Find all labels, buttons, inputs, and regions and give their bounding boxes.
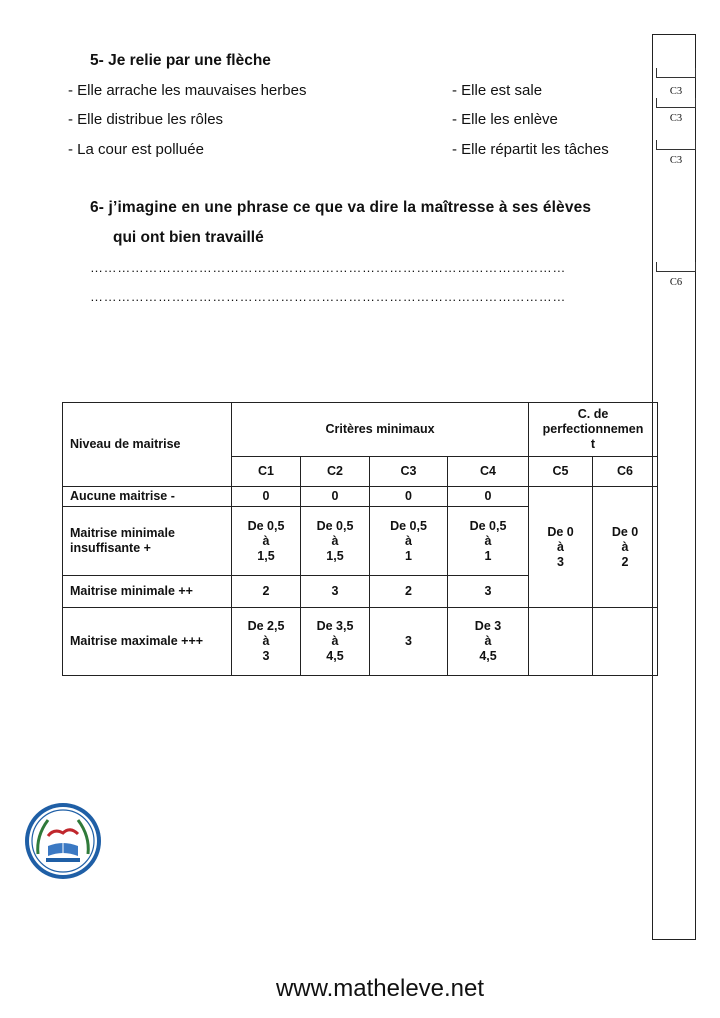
margin-box-1	[656, 68, 696, 78]
table-cell: De 0,5 à 1	[448, 507, 529, 576]
answer-line-2[interactable]: ……………………………………………………………………………………………	[90, 289, 566, 304]
col-header-c3: C3	[370, 457, 448, 487]
right-item-1: - Elle est sale	[452, 82, 543, 99]
col-header-c5: C5	[529, 457, 593, 487]
question-6-title-cont: qui ont bien travaillé	[113, 229, 264, 246]
row-label: Aucune maitrise -	[63, 487, 232, 507]
col-header-c4: C4	[448, 457, 529, 487]
table-cell: De 0,5 à 1,5	[232, 507, 301, 576]
table-cell: 3	[370, 608, 448, 676]
c5-range-cell: De 0 à 3	[529, 487, 593, 608]
margin-box-3	[656, 140, 696, 150]
grading-table	[62, 402, 658, 676]
question-6-title: 6- j’imagine en une phrase ce que va dire la maîtresse à ses élèves	[90, 199, 592, 216]
logo-seal-icon	[24, 800, 102, 882]
table-row	[63, 608, 658, 676]
margin-label-3: C3	[669, 155, 683, 166]
question-5-title: 5- Je relie par une flèche	[90, 52, 271, 69]
margin-box-4	[656, 262, 696, 272]
table-cell: 0	[301, 487, 370, 507]
margin-label-4: C6	[669, 277, 683, 288]
table-cell: De 0,5 à 1,5	[301, 507, 370, 576]
row-label: Maitrise minimale insuffisante +	[63, 507, 232, 576]
table-cell: De 0,5 à 1	[370, 507, 448, 576]
table-cell: 0	[232, 487, 301, 507]
table-cell	[529, 608, 593, 676]
table-cell: De 3 à 4,5	[448, 608, 529, 676]
table-cell: 3	[448, 576, 529, 608]
footer-website[interactable]: www.matheleve.net	[275, 975, 485, 1002]
table-cell: 2	[232, 576, 301, 608]
col-header-c2: C2	[301, 457, 370, 487]
right-item-3: - Elle répartit les tâches	[452, 141, 609, 158]
table-row	[63, 487, 658, 507]
row-label: Maitrise maximale +++	[63, 608, 232, 676]
margin-label-2: C3	[669, 113, 683, 124]
row-label: Maitrise minimale ++	[63, 576, 232, 608]
table-cell: De 2,5 à 3	[232, 608, 301, 676]
perfection-header: C. de perfectionnemen t	[529, 403, 658, 457]
table-cell: 0	[448, 487, 529, 507]
table-cell: 0	[370, 487, 448, 507]
table-cell: De 3,5 à 4,5	[301, 608, 370, 676]
right-item-2: - Elle les enlève	[452, 111, 558, 128]
answer-line-1[interactable]: ……………………………………………………………………………………………	[90, 260, 566, 275]
margin-label-1: C3	[669, 86, 683, 97]
min-criteria-header: Critères minimaux	[232, 403, 529, 457]
left-item-1: - Elle arrache les mauvaises herbes	[68, 82, 307, 99]
level-header: Niveau de maitrise	[63, 403, 232, 487]
margin-column	[652, 34, 696, 940]
table-cell: 2	[370, 576, 448, 608]
col-header-c6: C6	[593, 457, 658, 487]
left-item-2: - Elle distribue les rôles	[68, 111, 224, 128]
c6-range-cell: De 0 à 2	[593, 487, 658, 608]
left-item-3: - La cour est polluée	[68, 141, 204, 158]
margin-box-2	[656, 98, 696, 108]
table-cell	[593, 608, 658, 676]
col-header-c1: C1	[232, 457, 301, 487]
school-logo	[24, 800, 102, 882]
table-cell: 3	[301, 576, 370, 608]
